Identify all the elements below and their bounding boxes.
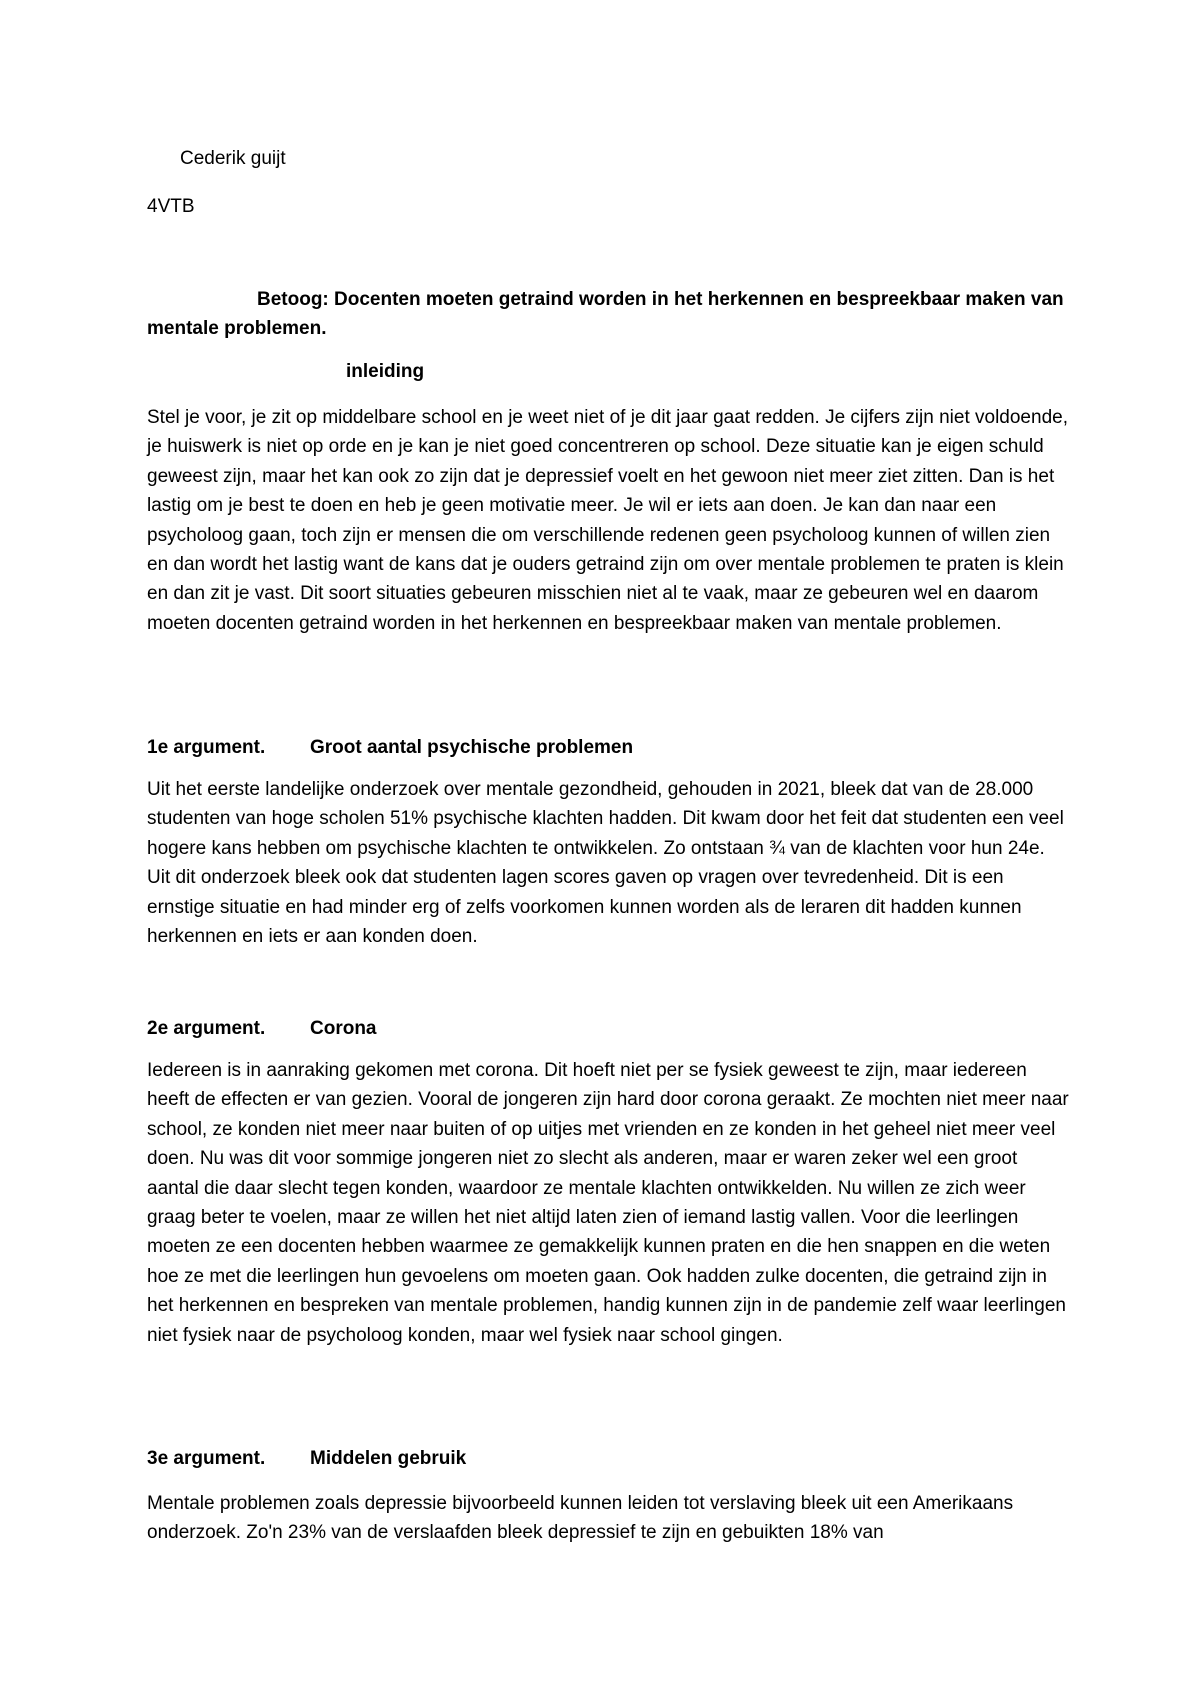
argument-3-number: 3e argument. — [147, 1448, 266, 1469]
argument-1-heading — [147, 737, 633, 759]
argument-3-title: Middelen gebruik — [310, 1448, 467, 1469]
intro-paragraph: Stel je voor, je zit op middelbare school en je weet niet of je dit jaar gaat redden. Je cijfers zijn niet voldoende, je huiswerk is niet op orde en je kan je niet goed concentreren op school. Deze situatie kan je eigen schuld geweest zijn, maar het kan ook zo zijn dat je depressief voelt en het gewoon niet meer ziet zitten. Dan is het lastig om je best te doen en heb je geen motivatie meer. Je wil er iets aan doen. Je kan dan naar een psycholoog gaan, toch zijn er mensen die om verschillende redenen geen psycholoog kunnen of willen zien en dan wordt het lastig want de kans dat je ouders getraind zijn om over mentale problemen te praten is klein en dan zit je vast. Dit soort situaties gebeuren misschien niet al te vaak, maar ze gebeuren wel en daarom moeten docenten getraind worden in het herkennen en bespreekbaar maken van mentale problemen. — [147, 407, 1068, 634]
argument-3-heading — [147, 1448, 466, 1470]
intro-heading: inleiding — [346, 361, 425, 382]
argument-2-number: 2e argument. — [147, 1018, 266, 1039]
class-code: 4VTB — [147, 196, 195, 217]
essay-title: Betoog: Docenten moeten getraind worden in het herkennen en bespreekbaar maken van mentale problemen. — [147, 289, 1064, 339]
argument-2-title: Corona — [310, 1018, 377, 1039]
argument-3-paragraph: Mentale problemen zoals depressie bijvoorbeeld kunnen leiden tot verslaving bleek uit een Amerikaans onderzoek. Zo'n 23% van de verslaafden bleek depressief te zijn en gebuikten 18% van — [147, 1493, 1014, 1544]
argument-1-number: 1e argument. — [147, 737, 266, 758]
argument-1-paragraph: Uit het eerste landelijke onderzoek over mentale gezondheid, gehouden in 2021, bleek dat van de 28.000 studenten van hoge scholen 51% psychische klachten hadden. Dit kwam door het feit dat studenten een veel hogere kans hebben om psychische klachten te ontwikkelen. Zo ontstaan ¾ van de klachten voor hun 24e. Uit dit onderzoek bleek ook dat studenten lagen scores gaven op vragen over tevredenheid. Dit is een ernstige situatie en had minder erg of zelfs voorkomen kunnen worden als de leraren dit hadden kunnen herkennen en iets er aan konden doen. — [147, 779, 1064, 948]
argument-1-title: Groot aantal psychische problemen — [310, 737, 634, 758]
argument-2-paragraph: Iedereen is in aanraking gekomen met corona. Dit hoeft niet per se fysiek geweest te zijn, maar iedereen heeft de effecten er van gezien. Vooral de jongeren zijn hard door corona geraakt. Ze mochten niet meer naar school, ze konden niet meer naar buiten of op uitjes met vrienden en ze konden in het geheel niet meer veel doen. Nu was dit voor sommige jongeren niet zo slecht als anderen, maar er waren zeker wel een groot aantal die daar slecht tegen konden, waardoor ze mentale klachten ontwikkelden. Nu willen ze zich weer graag beter te voelen, maar ze willen het niet altijd laten zien of iemand lastig vallen. Voor die leerlingen moeten ze een docenten hebben waarmee ze gemakkelijk kunnen praten en die hen snappen en die weten hoe ze met die leerlingen hun gevoelens om moeten gaan. Ook hadden zulke docenten, die getraind zijn in het herkennen en bespreken van mentale problemen, handig kunnen zijn in de pandemie zelf waar leerlingen niet fysiek naar de psycholoog konden, maar wel fysiek naar school gingen. — [147, 1060, 1069, 1346]
author-name: Cederik guijt — [180, 148, 286, 169]
argument-2-heading — [147, 1018, 377, 1040]
